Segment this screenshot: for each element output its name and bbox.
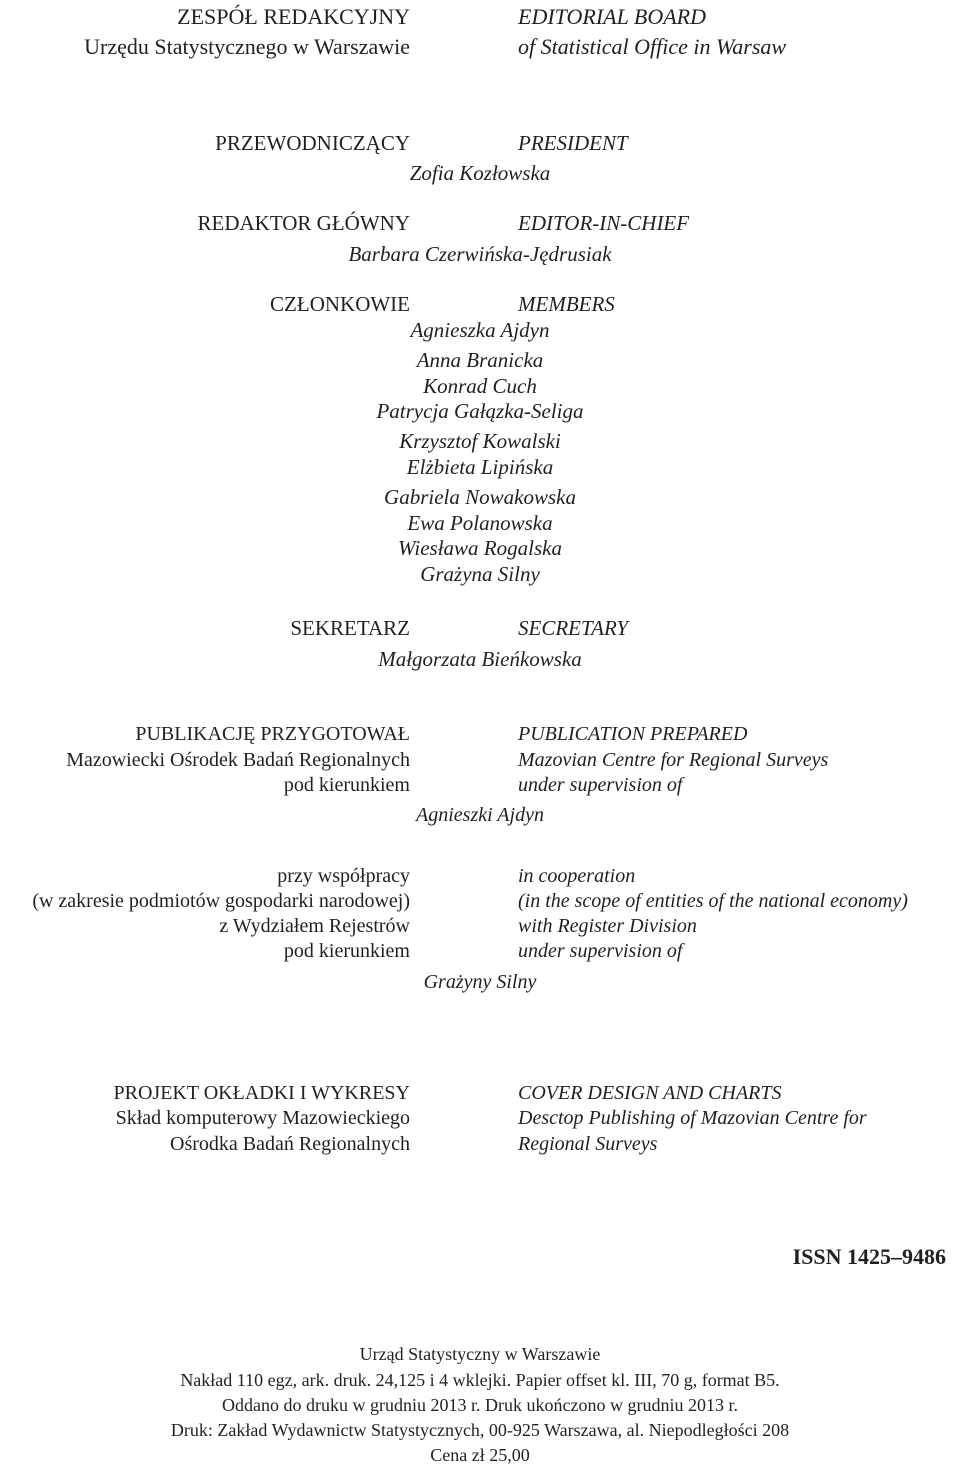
prepared-supervision-en: under supervision of xyxy=(518,774,683,796)
cooperation-supervision-en: under supervision of xyxy=(518,940,683,962)
board-title-pl: ZESPÓŁ REDAKCYJNY xyxy=(177,4,410,29)
editor-name: Barbara Czerwińska-Jędrusiak xyxy=(348,242,612,266)
member-name: Elżbieta Lipińska xyxy=(406,455,554,479)
issn: ISSN 1425–9486 xyxy=(792,1244,946,1269)
member-name: Krzysztof Kowalski xyxy=(399,429,561,453)
secretary-label-en: SECRETARY xyxy=(518,616,629,640)
member-name: Konrad Cuch xyxy=(423,374,537,398)
cooperation-supervision-pl: pod kierunkiem xyxy=(283,940,410,962)
secretary-label-pl: SEKRETARZ xyxy=(290,616,410,640)
prepared-supervision-pl: pod kierunkiem xyxy=(283,774,410,796)
president-label-en: PRESIDENT xyxy=(518,131,628,155)
board-subtitle-pl: Urzędu Statystycznego w Warszawie xyxy=(84,34,410,59)
prepared-supervisor-name: Agnieszki Ajdyn xyxy=(416,804,544,826)
prepared-label-en: PUBLICATION PREPARED xyxy=(518,723,748,745)
cover-org-en: Regional Surveys xyxy=(518,1133,658,1155)
imprint-printer: Druk: Zakład Wydawnictw Statystycznych, 00-925 Warszawa, al. Niepodległości 208 xyxy=(170,1420,790,1440)
imprint-price: Cena zł 25,00 xyxy=(430,1445,530,1465)
member-name: Grażyna Silny xyxy=(420,562,540,586)
president-name: Zofia Kozłowska xyxy=(409,161,551,185)
members-label-pl: CZŁONKOWIE xyxy=(270,292,410,316)
president-label-pl: PRZEWODNICZĄCY xyxy=(215,131,410,155)
board-title-en: EDITORIAL BOARD xyxy=(518,4,707,29)
member-name: Patrycja Gałązka-Seliga xyxy=(376,399,584,423)
cooperation-label-en: in cooperation xyxy=(518,865,636,887)
member-name: Agnieszka Ajdyn xyxy=(410,318,550,342)
cooperation-supervisor-name: Grażyny Silny xyxy=(423,971,537,993)
cooperation-scope-pl: (w zakresie podmiotów gospodarki narodowej) xyxy=(32,890,410,912)
cooperation-scope-en: (in the scope of entities of the national economy) xyxy=(518,890,908,912)
imprint-publisher: Urząd Statystyczny w Warszawie xyxy=(359,1344,601,1364)
member-name: Gabriela Nowakowska xyxy=(384,485,576,509)
secretary-name: Małgorzata Bieńkowska xyxy=(378,647,582,671)
member-name: Ewa Polanowska xyxy=(407,511,553,535)
cover-dtp-en: Desctop Publishing of Mazovian Centre for xyxy=(518,1107,867,1129)
cooperation-division-pl: z Wydziałem Rejestrów xyxy=(219,915,410,937)
cooperation-label-pl: przy współpracy xyxy=(277,865,410,887)
prepared-label-pl: PUBLIKACJĘ PRZYGOTOWAŁ xyxy=(135,723,410,745)
cover-label-en: COVER DESIGN AND CHARTS xyxy=(518,1082,782,1104)
cooperation-division-en: with Register Division xyxy=(518,915,697,937)
cover-dtp-pl: Skład komputerowy Mazowieckiego xyxy=(115,1107,410,1129)
board-subtitle-en: of Statistical Office in Warsaw xyxy=(518,34,787,59)
cover-label-pl: PROJEKT OKŁADKI I WYKRESY xyxy=(113,1082,410,1104)
editor-label-pl: REDAKTOR GŁÓWNY xyxy=(197,211,410,235)
imprint-dates: Oddano do druku w grudniu 2013 r. Druk ukończono w grudniu 2013 r. xyxy=(222,1395,738,1415)
prepared-org-pl: Mazowiecki Ośrodek Badań Regionalnych xyxy=(66,749,410,771)
editor-label-en: EDITOR-IN-CHIEF xyxy=(518,211,690,235)
member-name: Anna Branicka xyxy=(416,348,544,372)
imprint-edition: Nakład 110 egz, ark. druk. 24,125 i 4 wklejki. Papier offset kl. III, 70 g, format B5. xyxy=(180,1370,780,1390)
cover-org-pl: Ośrodka Badań Regionalnych xyxy=(170,1133,410,1155)
members-label-en: MEMBERS xyxy=(518,292,615,316)
prepared-org-en: Mazovian Centre for Regional Surveys xyxy=(518,749,829,771)
member-name: Wiesława Rogalska xyxy=(398,536,562,560)
